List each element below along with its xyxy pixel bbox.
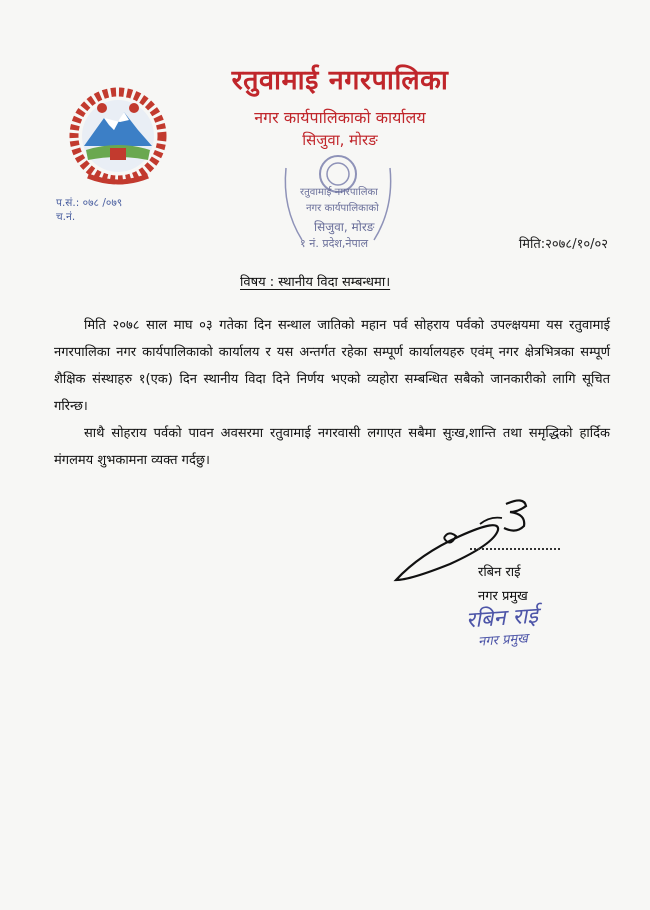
name-stamp-name: रबिन राई <box>465 603 539 634</box>
signer-name: रबिन राई <box>478 565 521 580</box>
body-paragraph-2: साथै सोहराय पर्वको पावन अवसरमा रतुवामाई नगरवासी लगाएत सबैमा सुःख,शान्ति तथा समृद्धिको हार्दिक मंगलमय शुभकामना व्यक्त गर्दछु। <box>54 426 610 468</box>
office-address: सिजुवा, मोरङ <box>302 131 378 149</box>
office-subtitle: नगर कार्यपालिकाको कार्यालय <box>254 108 426 127</box>
name-stamp-title: नगर प्रमुख <box>477 631 529 650</box>
handwritten-signature-icon <box>390 494 560 586</box>
body-paragraph-1: मिति २०७८ साल माघ ०३ गतेका दिन सन्थाल जातिको महान पर्व सोहराय पर्वको उपल्क्षयमा यस रतुवामाई नगरपालिका नगर कार्यपालिकाको कार्यालय र यस अन्तर्गत रहेका सम्पूर्ण कार्यालयहरु एवंम् नगर क्षेत्रभित्रका सम्पूर्ण शैक्षिक संस्थाहरु १(एक) दिन स्थानीय विदा दिने निर्णय भएको व्यहोरा सम्बन्धित सबैको जानकारीको लागि सूचित गरिन्छ। <box>54 318 610 414</box>
letter-date: मिति:२०७८/१०/०२ <box>518 237 608 252</box>
nepal-emblem-icon <box>68 84 168 190</box>
letter-subject: विषय : स्थानीय विदा सम्बन्धमा। <box>240 275 391 290</box>
seal-line-2: नगर कार्यपालिकाको <box>306 203 379 214</box>
seal-line-3: सिजुवा, मोरङ <box>314 220 375 234</box>
signature-line <box>470 548 560 550</box>
signer-title: नगर प्रमुख <box>478 589 528 604</box>
seal-line-1: रतुवामाई नगरपालिका <box>300 187 378 198</box>
seal-line-4: १ नं. प्रदेश,नेपाल <box>300 237 369 250</box>
reference-block <box>56 196 122 224</box>
office-name: रतुवामाई नगरपालिका <box>231 65 449 96</box>
dispatch-number: च.नं. <box>56 211 76 223</box>
letter-body <box>54 312 610 474</box>
letter-number: प.सं.: ०७८ /०७९ <box>56 197 123 209</box>
